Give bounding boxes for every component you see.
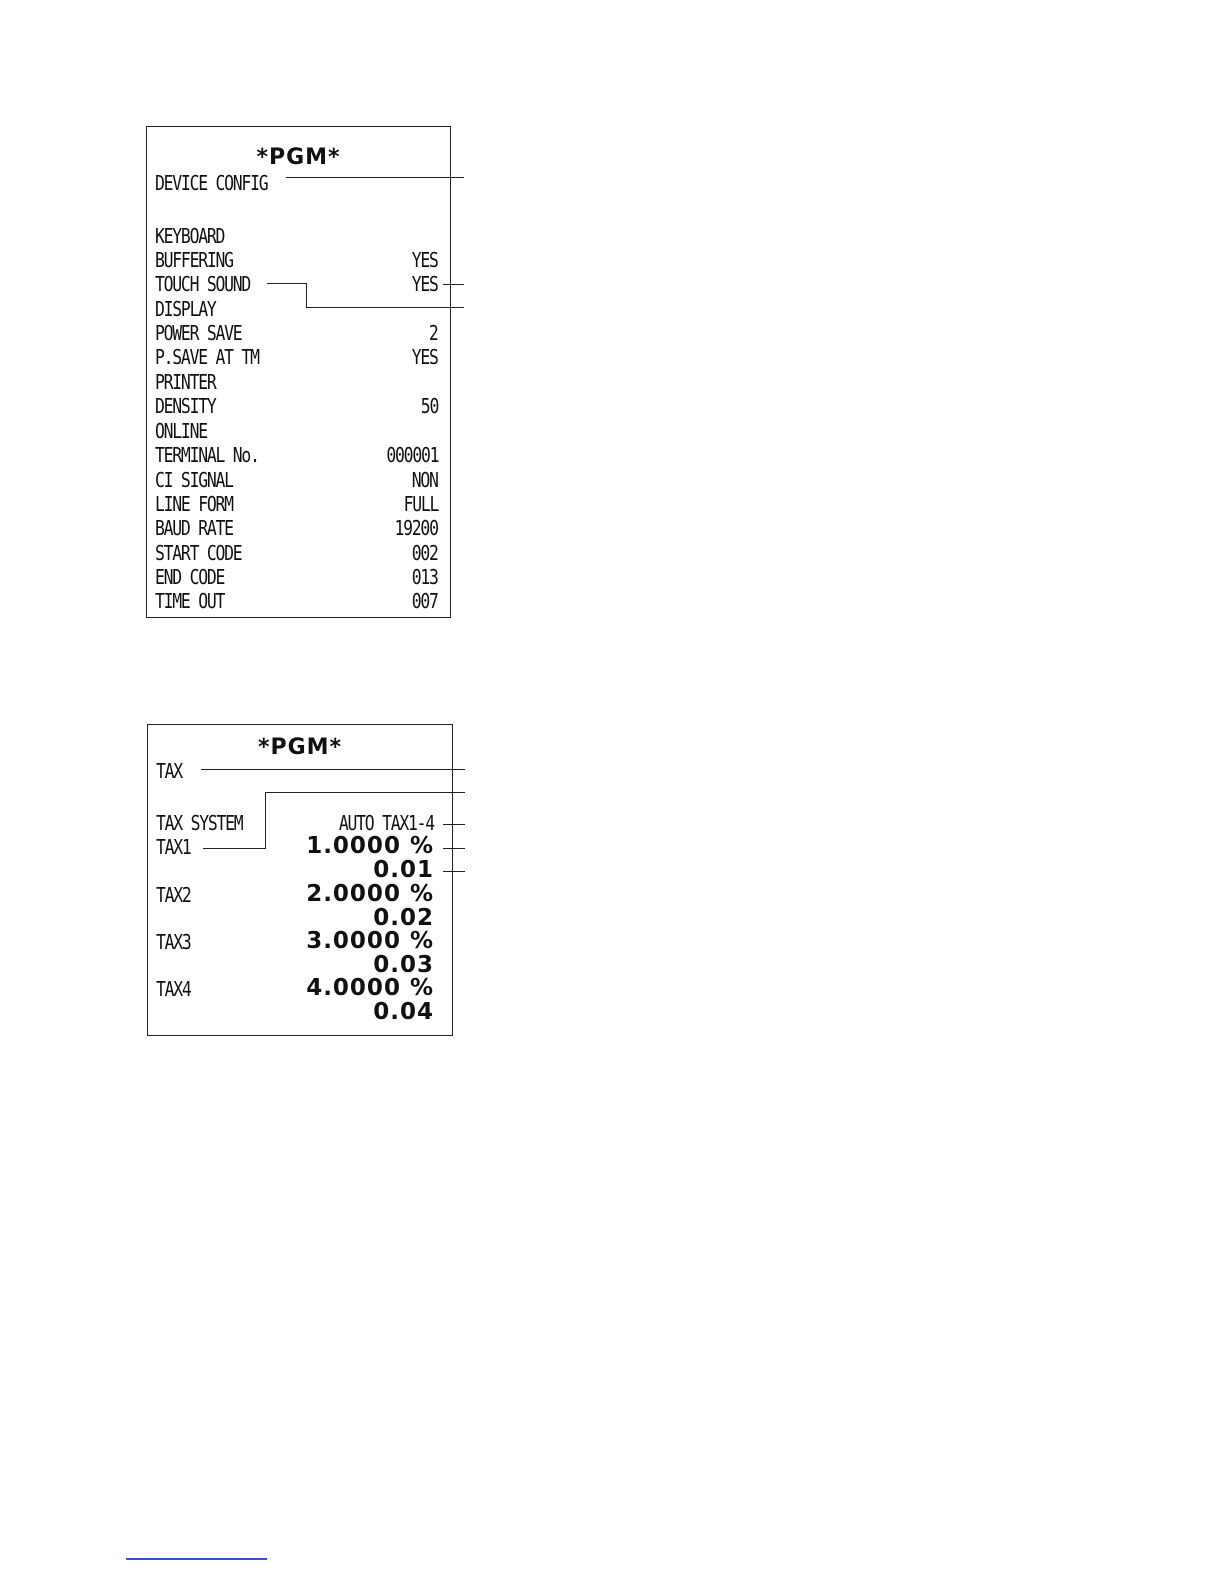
config-row-value: YES xyxy=(412,272,438,296)
config-row-value: 50 xyxy=(420,394,438,418)
footer-divider xyxy=(126,1558,267,1560)
device-config-receipt xyxy=(146,126,451,618)
config-row-label: END CODE xyxy=(155,565,225,589)
config-row xyxy=(155,345,438,369)
config-row-label: START CODE xyxy=(155,541,242,565)
tax-row-label: TAX1 xyxy=(156,835,191,859)
callout-line xyxy=(286,177,464,178)
section-header-tax xyxy=(156,759,440,783)
config-row-value: NON xyxy=(412,468,438,492)
receipt-title: *PGM* xyxy=(257,735,343,760)
config-row xyxy=(155,541,438,565)
config-row-label: DENSITY xyxy=(155,394,216,418)
config-row-label: BAUD RATE xyxy=(155,516,233,540)
callout-line xyxy=(265,792,465,793)
tax-row-label: TAX2 xyxy=(156,883,191,907)
tax-amount: 0.03 xyxy=(373,952,434,978)
config-row-label: PRINTER xyxy=(155,370,216,394)
config-row xyxy=(155,589,438,613)
config-row-label: TIME OUT xyxy=(155,589,225,613)
config-row xyxy=(155,224,438,248)
config-row-label: P.SAVE AT TM xyxy=(155,345,259,369)
tax-rate: 2.0000 % xyxy=(306,881,434,907)
config-row xyxy=(155,492,438,516)
config-row-value: 007 xyxy=(412,589,438,613)
config-row-label: BUFFERING xyxy=(155,248,233,272)
callout-line xyxy=(443,824,465,825)
tax-amount: 0.02 xyxy=(373,905,434,931)
config-row xyxy=(155,297,438,321)
config-row xyxy=(155,565,438,589)
tax-system-row xyxy=(156,811,440,835)
tax-row-label: TAX3 xyxy=(156,930,191,954)
device-config-label: DEVICE CONFIG xyxy=(155,171,268,195)
config-row xyxy=(155,516,438,540)
config-row-label: CI SIGNAL xyxy=(155,468,233,492)
tax-receipt xyxy=(147,724,453,1036)
config-row-label: DISPLAY xyxy=(155,297,216,321)
config-row-label: TOUCH SOUND xyxy=(155,272,251,296)
callout-line xyxy=(443,848,465,849)
callout-line xyxy=(203,848,266,849)
config-row-label: ONLINE xyxy=(155,419,207,443)
config-row-value: 19200 xyxy=(394,516,438,540)
tax-system-value: AUTO TAX1-4 xyxy=(338,811,434,835)
config-row-value: YES xyxy=(412,345,438,369)
tax-rate: 3.0000 % xyxy=(306,928,434,954)
config-row-label: KEYBOARD xyxy=(155,224,225,248)
callout-line xyxy=(265,792,266,849)
config-row xyxy=(155,419,438,443)
config-row-value: FULL xyxy=(403,492,438,516)
tax-row-label: TAX4 xyxy=(156,977,191,1001)
tax-rate: 4.0000 % xyxy=(306,975,434,1001)
config-row-value: 013 xyxy=(412,565,438,589)
callout-line xyxy=(201,769,465,770)
config-row-value: 002 xyxy=(412,541,438,565)
callout-line xyxy=(306,307,464,308)
config-row xyxy=(155,443,438,467)
callout-line xyxy=(443,871,465,872)
tax-amount: 0.01 xyxy=(373,857,434,883)
config-row xyxy=(155,468,438,492)
config-row xyxy=(155,394,438,418)
callout-line xyxy=(306,283,307,308)
section-header-device-config xyxy=(155,171,438,195)
config-row-value: 000001 xyxy=(386,443,438,467)
config-row-value: YES xyxy=(412,248,438,272)
tax-system-label: TAX SYSTEM xyxy=(156,811,243,835)
config-row-label: LINE FORM xyxy=(155,492,233,516)
config-row-label: POWER SAVE xyxy=(155,321,242,345)
receipt-title: *PGM* xyxy=(256,145,341,170)
config-row-value: 2 xyxy=(429,321,438,345)
tax-rate: 1.0000 % xyxy=(306,833,434,859)
config-row xyxy=(155,248,438,272)
callout-line xyxy=(443,284,464,285)
tax-amount: 0.04 xyxy=(373,999,434,1025)
callout-line xyxy=(267,283,307,284)
config-row xyxy=(155,321,438,345)
tax-label: TAX xyxy=(156,759,182,783)
config-row-label: TERMINAL No. xyxy=(155,443,259,467)
config-row xyxy=(155,370,438,394)
